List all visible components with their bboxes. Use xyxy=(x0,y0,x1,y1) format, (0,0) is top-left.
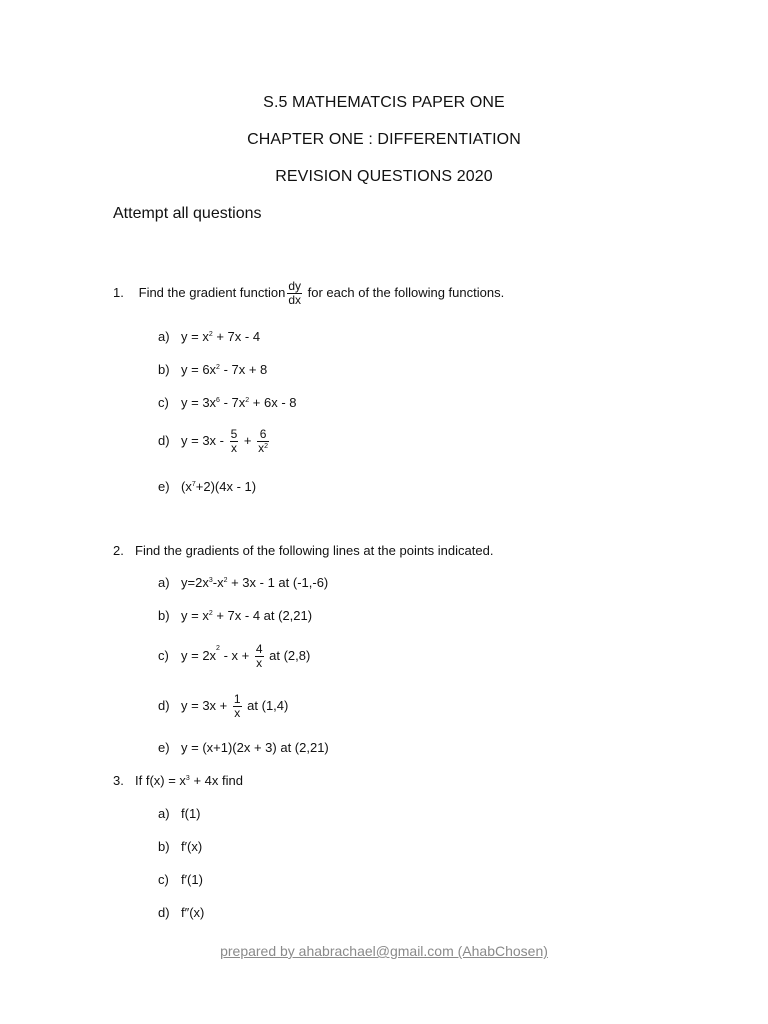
fraction-denominator: x xyxy=(256,656,263,670)
fraction-denominator: x xyxy=(234,706,241,720)
expression: y=2x xyxy=(181,575,209,590)
footer-credit: prepared by ahabrachael@gmail.com (AhabChosen) xyxy=(220,943,548,959)
expression: y = (x+1)(2x + 3) at (2,21) xyxy=(181,740,329,755)
q2-part-a xyxy=(158,575,328,591)
expression: - x + xyxy=(219,647,253,663)
q1-part-d xyxy=(158,428,271,455)
part-label: a) xyxy=(158,575,170,590)
expression: +2)(4x - 1) xyxy=(195,479,257,494)
fraction-denominator: x xyxy=(230,441,237,455)
question-number: 2. xyxy=(113,543,124,558)
exponent: 2 xyxy=(216,645,220,652)
part-label: e) xyxy=(158,479,170,494)
part-label: d) xyxy=(158,905,170,920)
fraction xyxy=(257,428,269,455)
part-label: d) xyxy=(158,697,170,713)
expression: - 7x xyxy=(219,395,246,410)
exponent: 2 xyxy=(223,577,228,584)
expression: y = x xyxy=(181,608,209,623)
fraction-numerator: 5 xyxy=(230,427,238,441)
expression: (x xyxy=(181,479,192,494)
expression: + 6x - 8 xyxy=(249,395,297,410)
q2-part-d xyxy=(158,693,288,720)
question-2 xyxy=(113,543,493,559)
exponent: 3 xyxy=(185,775,190,782)
part-label: c) xyxy=(158,872,169,887)
fraction xyxy=(230,428,239,455)
question-number: 1. xyxy=(113,284,124,300)
question-text-continued: for each of the following functions. xyxy=(304,284,505,300)
document-title: S.5 MATHEMATCIS PAPER ONE xyxy=(263,94,505,111)
question-text: Find the gradient function xyxy=(138,284,286,300)
fraction xyxy=(287,280,302,307)
question-1 xyxy=(113,280,504,307)
exponent: 3 xyxy=(208,577,213,584)
part-label: c) xyxy=(158,395,169,410)
expression: + 7x - 4 xyxy=(212,329,261,344)
part-label: c) xyxy=(158,647,169,663)
fraction xyxy=(255,643,264,670)
question-number: 3. xyxy=(113,773,124,788)
part-label: d) xyxy=(158,432,170,448)
fraction-numerator: 6 xyxy=(257,428,269,442)
q1-part-c xyxy=(158,395,296,411)
chapter-title: CHAPTER ONE : DIFFERENTIATION xyxy=(247,131,521,148)
fraction xyxy=(233,693,242,720)
exponent: 2 xyxy=(264,443,269,450)
q2-part-e xyxy=(158,740,329,756)
q3-part-b xyxy=(158,839,202,855)
q1-part-b xyxy=(158,362,267,378)
expression: f′(x) xyxy=(181,839,203,854)
expression: y = 2x xyxy=(181,647,217,663)
exponent: 7 xyxy=(191,481,196,488)
part-label: a) xyxy=(158,329,170,344)
q3-part-c xyxy=(158,872,203,888)
part-label: a) xyxy=(158,806,170,821)
fraction-numerator: 1 xyxy=(233,692,241,706)
exponent: 2 xyxy=(208,331,213,338)
exponent: 2 xyxy=(216,364,220,371)
expression: y = 6x xyxy=(181,362,217,377)
fraction-denominator xyxy=(257,442,269,455)
question-text: Find the gradients of the following lines at the points indicated. xyxy=(135,543,494,558)
expression: y = x xyxy=(181,329,209,344)
expression: - 7x + 8 xyxy=(219,362,268,377)
part-label: b) xyxy=(158,839,170,854)
expression: y = 3x - xyxy=(181,432,228,448)
fraction-denominator: dx xyxy=(288,293,302,307)
question-text: If f(x) = x xyxy=(135,773,186,788)
fraction-numerator: 4 xyxy=(255,642,263,656)
expression: + 7x - 4 at (2,21) xyxy=(212,608,313,623)
part-label: b) xyxy=(158,608,170,623)
expression: f′(1) xyxy=(181,872,203,887)
question-3 xyxy=(113,773,243,789)
expression: y = 3x + xyxy=(181,697,231,713)
instruction: Attempt all questions xyxy=(113,205,262,222)
part-label: b) xyxy=(158,362,170,377)
expression: at (2,8) xyxy=(265,647,311,663)
fraction-numerator: dy xyxy=(288,279,302,293)
expression: + 3x - 1 at (-1,-6) xyxy=(227,575,329,590)
exponent: 2 xyxy=(245,397,250,404)
expression: f″(x) xyxy=(181,905,205,920)
q1-part-e xyxy=(158,479,256,495)
expression: y = 3x xyxy=(181,395,217,410)
expression: -x xyxy=(212,575,224,590)
q3-part-d xyxy=(158,905,204,921)
subtitle: REVISION QUESTIONS 2020 xyxy=(275,168,493,185)
expression: f(1) xyxy=(181,806,201,821)
part-label: e) xyxy=(158,740,170,755)
exponent: 2 xyxy=(208,610,213,617)
q3-part-a xyxy=(158,806,201,822)
q1-part-a xyxy=(158,329,260,345)
exponent: 6 xyxy=(216,397,220,404)
question-text-continued: + 4x find xyxy=(189,773,243,788)
expression: + xyxy=(240,432,256,448)
denominator-base: x xyxy=(258,441,265,455)
q2-part-b xyxy=(158,608,312,624)
q2-part-c xyxy=(158,643,310,670)
expression: at (1,4) xyxy=(243,697,289,713)
